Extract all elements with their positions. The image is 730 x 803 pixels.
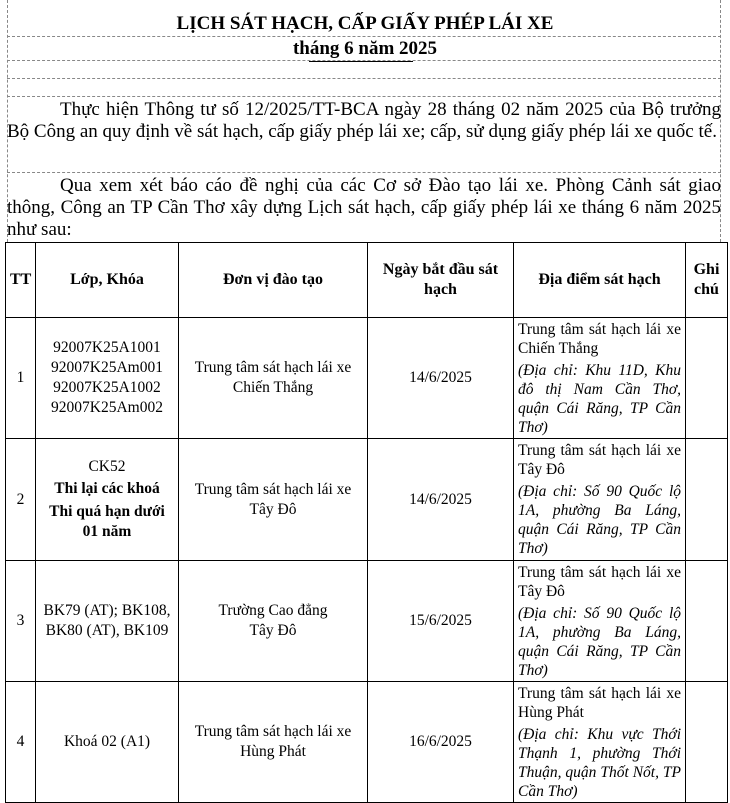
table-row [6, 318, 728, 439]
row-location [514, 439, 686, 561]
subtitle-underline [309, 61, 413, 62]
row-note [686, 318, 728, 439]
header-class: Lớp, Khóa [36, 243, 179, 318]
row-date: 14/6/2025 [368, 439, 514, 561]
row-note [686, 682, 728, 803]
guide-line [7, 172, 721, 173]
row-unit: Trung tâm sát hạch lái xe Tây Đô [179, 439, 368, 561]
table-row [6, 561, 728, 682]
location-address: (Địa chỉ: Số 90 Quốc lộ 1A, phường Ba Láng, quận Cái Răng, TP Cần Thơ) [518, 604, 681, 679]
location-name: Trung tâm sát hạch lái xe Tây Đô [518, 563, 681, 600]
header-location: Địa điểm sát hạch [514, 243, 686, 318]
row-number: 4 [6, 682, 36, 803]
row-note [686, 439, 728, 561]
row-unit [179, 561, 368, 682]
location-name: Trung tâm sát hạch lái xe Chiến Thắng [518, 320, 681, 357]
paragraph-legal-basis: Thực hiện Thông tư số 12/2025/TT-BCA ngày 28 tháng 02 năm 2025 của Bộ trưởng Bộ Công an quy định về sát hạch, cấp giấy phép lái xe; cấp, sử dụng giấy phép lái xe quốc tế. [7, 99, 721, 142]
document-title: LỊCH SÁT HẠCH, CẤP GIẤY PHÉP LÁI XE [176, 13, 554, 34]
row-note [686, 561, 728, 682]
location-address: (Địa chỉ: Khu 11D, Khu đô thị Nam Cần Thơ, quận Cái Răng, TP Cần Thơ) [518, 361, 681, 436]
table-header-row [6, 243, 728, 318]
location-address: (Địa chỉ: Khu vực Thới Thạnh 1, phường Thới Thuận, quận Thốt Nốt, TP Cần Thơ) [518, 725, 681, 800]
header-unit: Đơn vị đào tạo [179, 243, 368, 318]
row-location [514, 561, 686, 682]
header-note: Ghi chú [686, 243, 728, 318]
class-code: 92007K25A1001 [53, 339, 161, 356]
header-date: Ngày bắt đầu sát hạch [368, 243, 514, 318]
class-code: BK80 (AT), BK109 [45, 622, 169, 639]
row-class [36, 439, 179, 561]
class-code: CK52 [88, 458, 126, 475]
location-address: (Địa chỉ: Số 90 Quốc lộ 1A, phường Ba Láng, quận Cái Răng, TP Cần Thơ) [518, 483, 681, 557]
document-subtitle: tháng 6 năm 2025 [292, 38, 438, 59]
row-date: 16/6/2025 [368, 682, 514, 803]
row-date: 14/6/2025 [368, 318, 514, 439]
class-code: BK79 (AT); BK108, [43, 602, 171, 619]
guide-line [7, 36, 721, 37]
row-class [36, 318, 179, 439]
row-number: 3 [6, 561, 36, 682]
row-unit: Trung tâm sát hạch lái xe Hùng Phát [179, 682, 368, 803]
location-name: Trung tâm sát hạch lái xe Tây Đô [518, 442, 681, 478]
unit-line: Tây Đô [249, 622, 297, 639]
header-tt: TT [6, 243, 36, 318]
row-number: 1 [6, 318, 36, 439]
guide-line [7, 78, 721, 79]
row-unit: Trung tâm sát hạch lái xe Chiến Thắng [179, 318, 368, 439]
row-class [36, 561, 179, 682]
row-date: 15/6/2025 [368, 561, 514, 682]
table-row [6, 682, 728, 803]
class-code: 92007K25Am001 [51, 359, 163, 376]
location-name: Trung tâm sát hạch lái xe Hùng Phát [518, 684, 681, 721]
class-note: Thi lại các khoá [54, 480, 160, 497]
class-code: 92007K25A1002 [53, 379, 161, 396]
row-location [514, 682, 686, 803]
row-location [514, 318, 686, 439]
class-note: Thi quá hạn dưới 01 năm [49, 503, 165, 540]
unit-line: Trường Cao đẳng [218, 602, 328, 619]
paragraph-introduction: Qua xem xét báo cáo đề nghị của các Cơ sở Đào tạo lái xe. Phòng Cảnh sát giao thông, Công an TP Cần Thơ xây dựng Lịch sát hạch, cấp giấy phép lái xe tháng 6 năm 2025 như sau: [7, 175, 721, 240]
exam-schedule-table [5, 242, 728, 803]
guide-line [7, 96, 721, 97]
class-code: 92007K25Am002 [51, 399, 163, 416]
row-number: 2 [6, 439, 36, 561]
table-row [6, 439, 728, 561]
row-class: Khoá 02 (A1) [36, 682, 179, 803]
